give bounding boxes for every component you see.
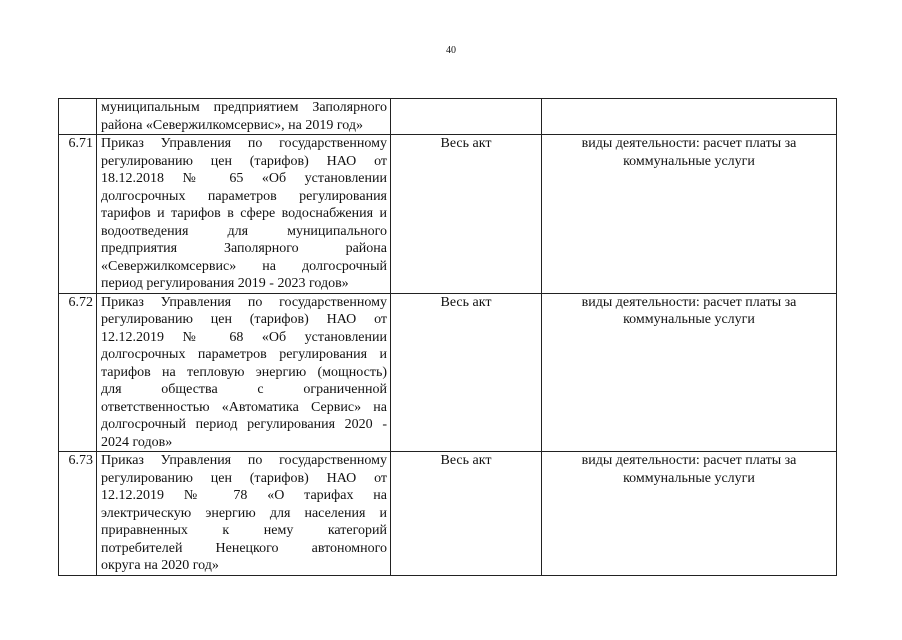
activity-cell	[542, 135, 837, 294]
act-title-line: муниципальным предприятием Заполярного	[101, 100, 387, 115]
activity-line: коммунальные услуги	[623, 153, 755, 169]
table-row	[59, 452, 837, 576]
table-row	[59, 99, 837, 135]
act-title-line: долгосрочных параметров регулирования	[101, 188, 387, 204]
row-number-cell: 6.71	[59, 135, 97, 294]
act-title-cell	[97, 452, 391, 576]
act-title-line: долгосрочный период регулирования 2020 -	[101, 417, 387, 432]
row-number-cell	[59, 99, 97, 135]
act-title-line: «Севержилкомсервис» на долгосрочный	[101, 258, 387, 274]
activity-line: виды деятельности: расчет платы за	[581, 136, 797, 151]
act-title-line: Приказ Управления по государственному	[101, 294, 387, 310]
activity-line: виды деятельности: расчет платы за	[581, 294, 797, 310]
table-row	[59, 293, 837, 452]
act-title-line: района «Севержилкомсервис», на 2019 год»	[101, 117, 363, 133]
act-title-line: для общества с ограниченной	[101, 382, 387, 397]
act-title-line: Приказ Управления по государственному	[101, 453, 387, 468]
page-number: 40	[446, 45, 456, 56]
act-title-line: период регулирования 2019 - 2023 годов»	[101, 276, 349, 291]
activity-line: коммунальные услуги	[623, 312, 755, 327]
act-title-line: предприятия Заполярного района	[101, 241, 387, 256]
act-title-line: ответственностью «Автоматика Сервис» на	[101, 399, 387, 415]
legal-acts-table	[58, 98, 837, 576]
scope-cell: Весь акт	[391, 293, 542, 452]
scope-cell: Весь акт	[391, 135, 542, 294]
act-title-line: долгосрочных параметров регулирования и	[101, 347, 387, 362]
act-title-line: 12.12.2019 № 68 «Об установлении	[101, 329, 387, 345]
act-title-line: электрическую энергию для населения и	[101, 505, 387, 521]
table-row	[59, 135, 837, 294]
act-title-cell	[97, 99, 391, 135]
act-title-line: тарифов и тарифов в сфере водоснабжения и	[101, 206, 387, 221]
act-title-line: регулированию цен (тарифов) НАО от	[101, 470, 387, 486]
act-title-line: округа на 2020 год»	[101, 558, 219, 573]
activity-cell	[542, 293, 837, 452]
act-title-line: 18.12.2018 № 65 «Об установлении	[101, 171, 387, 186]
act-title-line: регулированию цен (тарифов) НАО от	[101, 153, 387, 169]
act-title-line: регулированию цен (тарифов) НАО от	[101, 312, 387, 327]
act-title-line: водоотведения для муниципального	[101, 223, 387, 239]
scope-cell: Весь акт	[391, 452, 542, 576]
act-title-line: 12.12.2019 № 78 «О тарифах на	[101, 488, 387, 503]
row-number-cell: 6.73	[59, 452, 97, 576]
act-title-cell	[97, 135, 391, 294]
activity-line: виды деятельности: расчет платы за	[581, 453, 797, 468]
act-title-cell	[97, 293, 391, 452]
activity-cell	[542, 99, 837, 135]
act-title-line: Приказ Управления по государственному	[101, 136, 387, 151]
act-title-line: 2024 годов»	[101, 434, 173, 450]
act-title-line: тарифов на тепловую энергию (мощность)	[101, 364, 387, 380]
activity-line: коммунальные услуги	[623, 470, 755, 486]
scope-cell	[391, 99, 542, 135]
activity-cell	[542, 452, 837, 576]
act-title-line: приравненных к нему категорий	[101, 523, 387, 538]
act-title-line: потребителей Ненецкого автономного	[101, 540, 387, 556]
row-number-cell: 6.72	[59, 293, 97, 452]
